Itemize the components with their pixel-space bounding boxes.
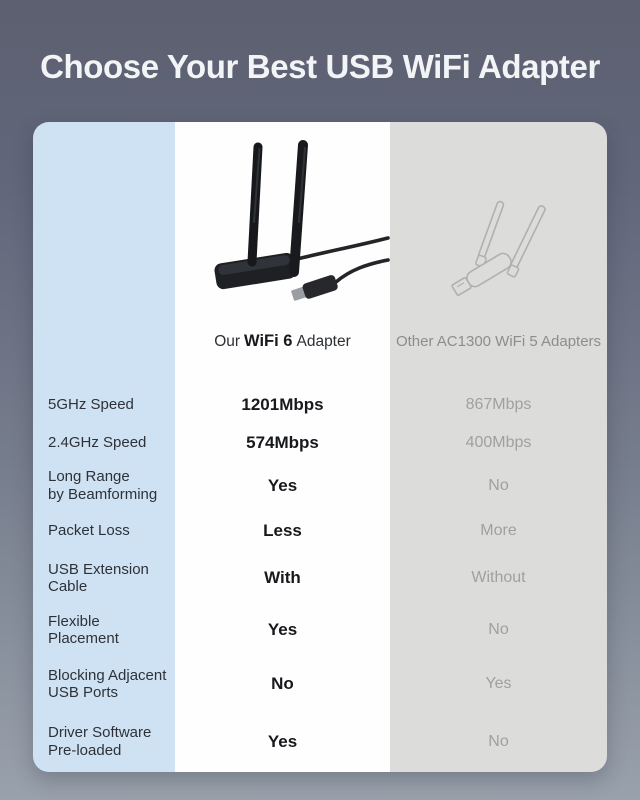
label-column-empty-cell [33,122,175,327]
table-row [33,387,607,423]
ours-caption-prefix: Our [214,332,241,350]
others-value: More [480,521,517,539]
others-value: No [488,621,509,638]
ours-value: 1201Mbps [241,395,324,414]
caption-row [33,327,607,355]
feature-label: USB Extension Cable [48,560,149,595]
table-row [33,657,607,711]
ours-caption-suffix: Adapter [296,332,351,350]
page-title: Choose Your Best USB WiFi Adapter [40,48,600,85]
others-value: 867Mbps [465,396,532,413]
others-value: No [488,476,509,494]
table-row [33,553,607,603]
product-image-row [33,122,607,327]
feature-label: Flexible Placement [48,612,119,647]
table-row [33,463,607,508]
wifi5-adapter-outline [390,122,607,327]
comparison-panel [33,122,607,772]
feature-label: 2.4GHz Speed [48,434,147,452]
feature-label: Packet Loss [48,521,130,539]
others-caption: Other AC1300 WiFi 5 Adapters [395,332,602,350]
feature-label: Driver Software Pre-loaded [48,724,152,759]
table-row [33,711,607,772]
ours-caption [175,332,390,351]
others-value: 400Mbps [465,434,532,451]
feature-label: Blocking Adjacent USB Ports [48,666,167,701]
others-value: No [488,732,509,750]
wifi5-usb-adapter-outline-icon [390,122,607,327]
ours-value: Yes [267,475,298,495]
ours-value: With [264,568,301,587]
table-row [33,508,607,553]
others-value: Yes [485,675,512,692]
table-row [33,603,607,657]
ours-value: 574Mbps [246,433,319,452]
ours-value: Yes [267,731,298,751]
wifi6-usb-adapter-photo-icon [175,122,390,327]
feature-label: 5GHz Speed [48,396,134,414]
ours-value: No [271,674,294,693]
wifi6-adapter-photo [175,122,390,327]
ours-value: Less [263,520,302,540]
ours-caption-highlight: WiFi 6 [244,331,293,350]
header-banner [0,0,640,122]
feature-label: Long Range by Beamforming [48,468,158,503]
ours-value: Yes [267,620,298,639]
table-row [33,423,607,463]
spacer [33,355,607,387]
others-value: Without [471,569,526,586]
